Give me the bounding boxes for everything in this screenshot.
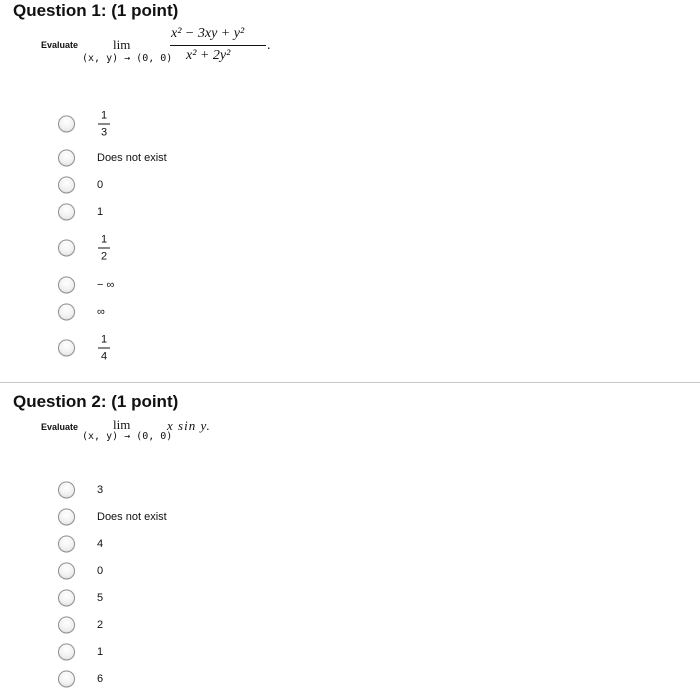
option-label: ∞ (97, 306, 105, 318)
fraction-numerator: 1 (100, 109, 108, 122)
limit-expression: x sin y. (167, 418, 211, 433)
option-fraction (98, 234, 110, 263)
question-2-option-five[interactable] (58, 584, 358, 612)
question-2-option-zero[interactable] (58, 557, 358, 585)
radio-button[interactable] (58, 563, 75, 580)
radio-button[interactable] (58, 204, 75, 221)
option-label: 5 (97, 592, 104, 604)
question-2-option-three[interactable] (58, 476, 358, 504)
question-2-title: Question 2: (1 point) (13, 392, 179, 411)
question-1-option-does-not-exist[interactable] (58, 144, 358, 172)
question-2-option-does-not-exist[interactable] (58, 503, 358, 531)
radio-button[interactable] (58, 150, 75, 167)
question-2-option-two[interactable] (58, 611, 358, 639)
fraction-numerator: 1 (100, 333, 108, 346)
question-1-option-one-quarter[interactable] (58, 332, 358, 364)
question-1-option-infinity[interactable] (58, 298, 358, 326)
option-label: − ∞ (97, 279, 115, 291)
question-2-option-six[interactable] (58, 665, 358, 693)
radio-button[interactable] (58, 277, 75, 294)
option-label: 2 (97, 619, 104, 631)
question-1-evaluate-label: Evaluate (41, 40, 79, 50)
question-1-option-one-third[interactable] (58, 108, 358, 140)
fraction-bar (98, 124, 110, 125)
option-label: 0 (97, 179, 104, 191)
expression-period: . (267, 38, 271, 53)
fraction-denominator: 4 (100, 350, 108, 363)
radio-button[interactable] (58, 509, 75, 526)
option-label: 4 (97, 538, 104, 550)
fraction-denominator: 3 (100, 126, 108, 139)
option-label: 1 (97, 646, 104, 658)
radio-button[interactable] (58, 116, 75, 133)
fraction-bar (170, 45, 266, 46)
section-divider (0, 382, 700, 383)
question-2-evaluate-label: Evaluate (41, 422, 79, 432)
radio-button[interactable] (58, 482, 75, 499)
option-label: 0 (97, 565, 104, 577)
question-1-option-zero[interactable] (58, 171, 358, 199)
fraction-denominator: x² + 2y² (186, 48, 231, 63)
question-2-option-four[interactable] (58, 530, 358, 558)
fraction-bar (98, 248, 110, 249)
option-label: 1 (97, 206, 104, 218)
radio-button[interactable] (58, 240, 75, 257)
question-1-title: Question 1: (1 point) (13, 1, 179, 20)
fraction-numerator: 1 (100, 233, 108, 246)
radio-button[interactable] (58, 340, 75, 357)
option-fraction (98, 334, 110, 363)
option-label: Does not exist (97, 152, 167, 164)
option-label: 6 (97, 673, 104, 685)
fraction-numerator: x² − 3xy + y² (171, 26, 245, 41)
question-1-option-negative-infinity[interactable] (58, 271, 358, 299)
question-1-option-one[interactable] (58, 198, 358, 226)
fraction-denominator: 2 (100, 250, 108, 263)
question-2-option-one[interactable] (58, 638, 358, 666)
question-1-option-one-half[interactable] (58, 232, 358, 264)
radio-button[interactable] (58, 671, 75, 688)
radio-button[interactable] (58, 304, 75, 321)
limit-symbol: lim (113, 37, 131, 52)
option-label: 3 (97, 484, 104, 496)
radio-button[interactable] (58, 536, 75, 553)
limit-symbol: lim (113, 417, 131, 432)
radio-button[interactable] (58, 590, 75, 607)
option-label: Does not exist (97, 511, 167, 523)
fraction-bar (98, 348, 110, 349)
limit-subscript: (x, y) → (0, 0) (82, 53, 173, 64)
radio-button[interactable] (58, 617, 75, 634)
radio-button[interactable] (58, 644, 75, 661)
radio-button[interactable] (58, 177, 75, 194)
limit-subscript: (x, y) → (0, 0) (82, 431, 173, 442)
option-fraction (98, 110, 110, 139)
